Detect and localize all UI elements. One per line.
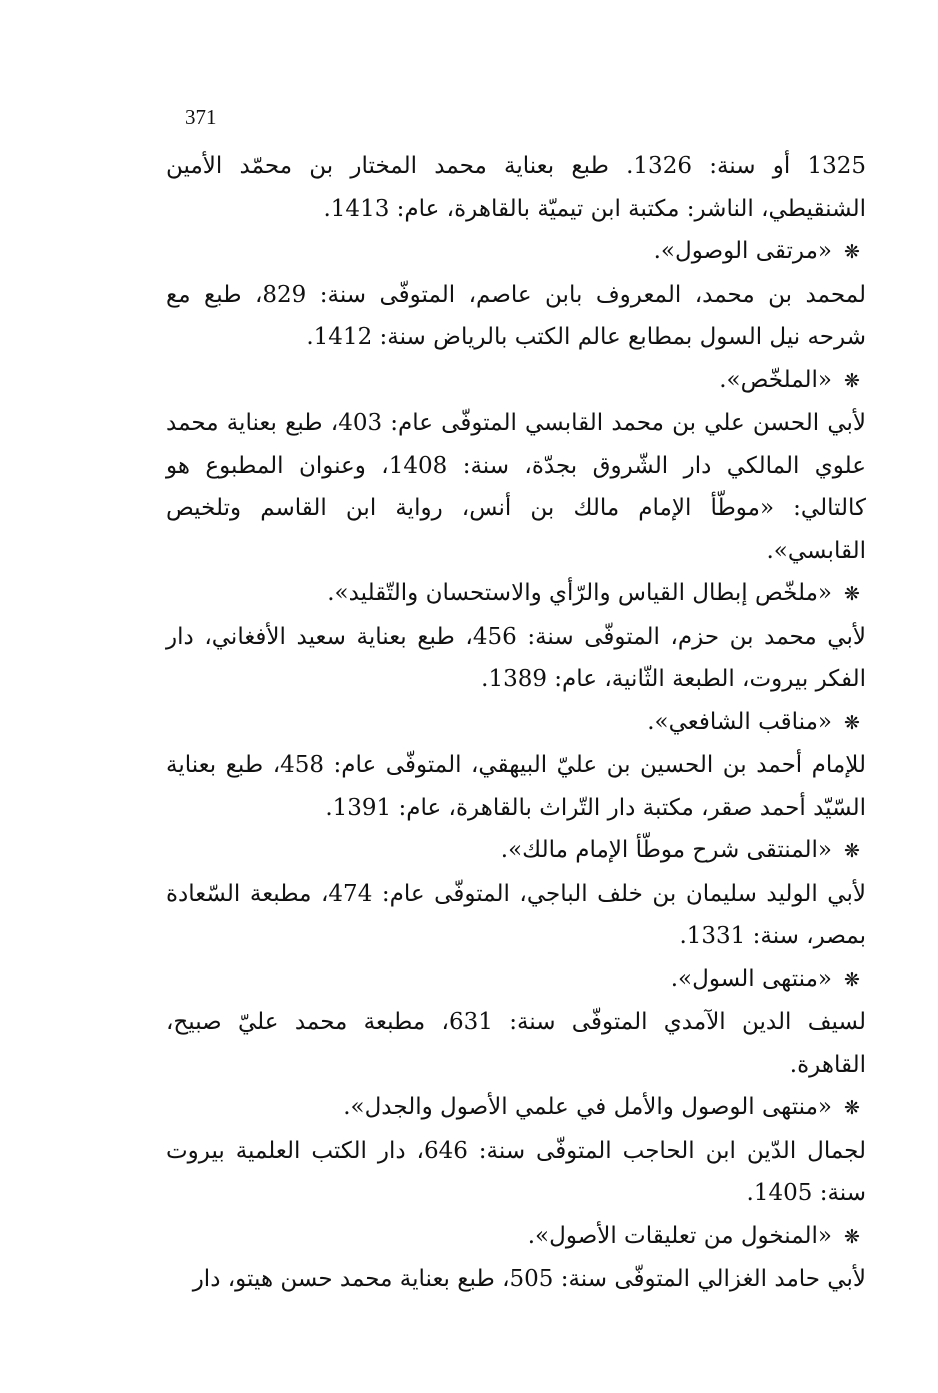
bibliography-entry — [166, 230, 866, 359]
entry-title: «منتهى الوصول والأمل في علمي الأصول والجدل». — [343, 1094, 832, 1120]
entry-body: لأبي حامد الغزالي المتوفّى سنة: 505، طبع بعناية محمد حسن هيتو، دار — [192, 1266, 866, 1292]
bibliography-column — [166, 145, 866, 1301]
entry-title: «مناقب الشافعي». — [647, 708, 832, 735]
entry-body: لأبي محمد بن حزم، المتوفّى سنة: 456، طبع بعناية سعيد الأفغاني، دار الفكر بيروت، الطبعة الثّانية، عام: 1389. — [166, 623, 866, 692]
bibliography-entry — [166, 572, 866, 701]
bibliography-entry — [166, 1086, 866, 1215]
bullet-icon: ❋ — [844, 1097, 860, 1119]
entry-heading — [166, 572, 866, 616]
bullet-icon: ❋ — [844, 968, 860, 991]
entry-heading — [166, 359, 866, 403]
entry-body: للإمام أحمد بن الحسين بن عليّ البيهقي، المتوفّى عام: 458، طبع بعناية السّيّد أحمد صقر، مكتبة دار التّراث بالقاهرة، عام: 1391. — [166, 752, 866, 821]
bullet-icon: ❋ — [844, 711, 860, 734]
bullet-icon: ❋ — [844, 840, 860, 862]
bibliography-entry — [166, 359, 866, 573]
bullet-icon: ❋ — [844, 241, 860, 263]
entry-body: لأبي الحسن علي بن محمد القابسي المتوفّى عام: 403، طبع بعناية محمد علوي المالكي دار الشّروق بجدّة، سنة: 1408، وعنوان المطبوع هو كالتالي: «موطّأ الإمام مالك بن أنس، رواية ابن القاسم وتلخيص القابسي». — [166, 410, 867, 564]
entry-title: «مرتقى الوصول». — [653, 238, 832, 264]
bibliography-entry — [166, 829, 866, 958]
entry-body: 1325 أو سنة: 1326. طبع بعناية محمد المختار بن محمّد الأمين الشنقيطي، الناشر: مكتبة ابن تيميّة بالقاهرة، عام: 1413. — [166, 153, 866, 222]
entry-heading — [166, 958, 866, 1002]
page-number: 371 — [185, 105, 217, 129]
entry-body: لأبي الوليد سليمان بن خلف الباجي، المتوفّى عام: 474، مطبعة السّعادة بمصر، سنة: 1331. — [166, 880, 866, 949]
entry-heading — [166, 230, 866, 274]
bibliography-entry — [166, 701, 866, 830]
bullet-icon: ❋ — [844, 583, 860, 605]
entry-title: «منتهى السول». — [670, 965, 832, 992]
entry-title: «الملخّص». — [719, 366, 832, 393]
bibliography-entry — [166, 1215, 866, 1301]
entry-heading — [166, 1215, 866, 1259]
bullet-icon: ❋ — [844, 369, 860, 392]
entry-heading — [166, 829, 866, 873]
entry-title: «المنخول من تعليقات الأصول». — [527, 1222, 832, 1249]
entry-heading — [166, 701, 866, 745]
bullet-icon: ❋ — [844, 1225, 860, 1248]
entry-title: «المنتقى شرح موطّأ الإمام مالك». — [500, 837, 832, 863]
entry-heading — [166, 1086, 866, 1130]
entry-body: لجمال الدّين ابن الحاجب المتوفّى سنة: 646، دار الكتب العلمية بيروت سنة: 1405. — [166, 1137, 867, 1206]
bibliography-entry — [166, 145, 866, 230]
entry-body: لمحمد بن محمد، المعروف بابن عاصم، المتوفّى سنة: 829، طبع مع شرحه نيل السول بمطابع عالم الكتب بالرياض سنة: 1412. — [166, 281, 866, 350]
bibliography-entry — [166, 958, 866, 1087]
entry-body: لسيف الدين الآمدي المتوفّى سنة: 631، مطبعة محمد عليّ صبيح، القاهرة. — [166, 1009, 866, 1078]
entry-title: «ملخّص إبطال القياس والرّأي والاستحسان والتّقليد». — [327, 580, 832, 606]
